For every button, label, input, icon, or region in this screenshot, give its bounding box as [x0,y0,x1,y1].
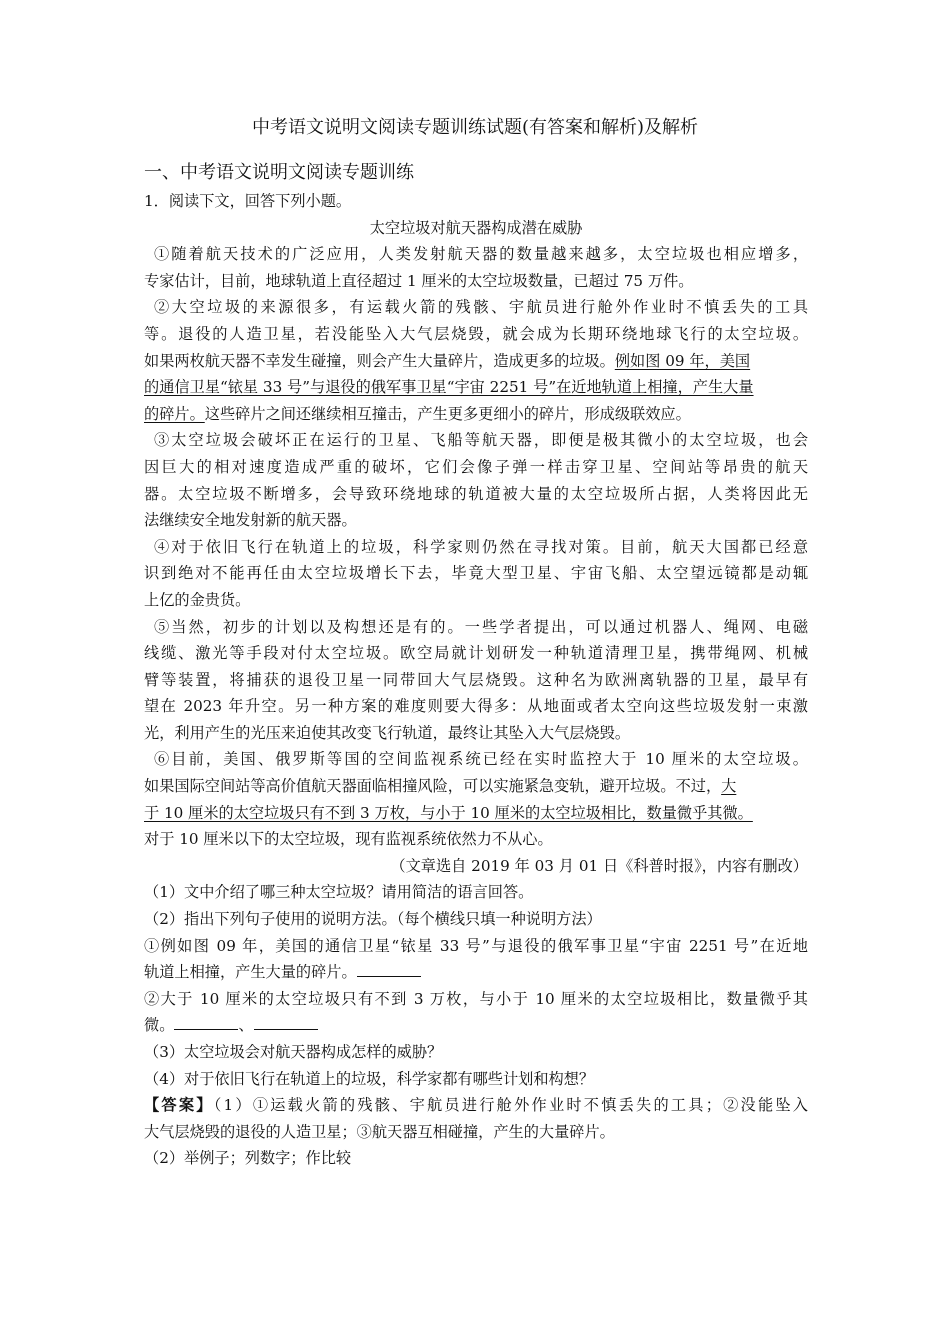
paragraph-5-line-2: 线缆、激光等手段对付太空垃圾。欧空局就计划研发一种轨道清理卫星，携带绳网、机械 [144,644,808,663]
answer-label: 【答案】 [144,1096,214,1115]
underlined-example-sentence-end: 的碎片。 [144,404,205,423]
paragraph-2-line-3-text: 如果两枚航天器不幸发生碰撞，则会产生大量碎片，造成更多的垃圾。 [144,351,615,370]
underlined-comparison-sentence-start: 大 [721,777,737,796]
paragraph-2-line-5 [144,401,808,428]
paragraph-6-line-2 [144,773,808,800]
paragraph-3-line-2: 因巨大的相对速度造成严重的破坏，它们会像子弹一样击穿卫星、空间站等昂贵的航天 [144,457,808,476]
paragraph-3-line-4: 法继续安全地发射新的航天器。 [144,511,357,530]
paragraph-1-line-1: ①随着航天技术的广泛应用，人类发射航天器的数量越来越多，太空垃圾也相应增多， [154,245,808,264]
answer-line-1 [144,1092,808,1119]
article-source: （文章选自 2019 年 03 月 01 日《科普时报》，内容有删改） [390,856,808,875]
answer-line-2: 大气层烧毁的退役的人造卫星；③航天器互相碰撞，产生的大量碎片。 [144,1122,615,1141]
paragraph-4-line-2: 识到绝对不能再任由太空垃圾增长下去，毕竟大型卫星、宇宙飞船、太空望远镜都是动辄 [144,564,808,583]
paragraph-4-line-1: ④对于依旧飞行在轨道上的垃圾，科学家则仍然在寻找对策。目前，航天大国都已经意 [154,537,808,556]
article-title: 太空垃圾对航天器构成潜在威胁 [369,218,583,237]
underlined-example-sentence-start: 例如图 09 年，美国 [614,351,751,370]
answer-blank-2a[interactable] [357,960,421,977]
paragraph-1-line-2: 专家估计，目前，地球轨道上直径超过 1 厘米的太空垃圾数量，已超过 75 万件。 [144,271,694,290]
paragraph-5-line-3: 臂等装置，将捕获的退役卫星一同带回大气层烧毁。这种名为欧洲离轨器的卫星，最早有 [144,670,808,689]
paragraph-2-line-2: 等。退役的人造卫星，若没能坠入大气层烧毁，就会成为长期环绕地球飞行的太空垃圾。 [144,324,808,343]
paragraph-5-line-1: ⑤当然，初步的计划以及构想还是有的。一些学者提出，可以通过机器人、绳网、电磁 [154,617,808,636]
document-title: 中考语文说明文阅读专题训练试题(有答案和解析)及解析 [251,117,699,138]
question-2b-line-1: ②大于 10 厘米的太空垃圾只有不到 3 万枚，与小于 10 厘米的太空垃圾相比，数量微乎其 [144,989,808,1008]
paragraph-6-line-1: ⑥目前，美国、俄罗斯等国的空间监视系统已经在实时监控大于 10 厘米的太空垃圾。 [154,750,808,769]
section-heading: 一、中考语文说明文阅读专题训练 [144,162,414,183]
underlined-example-sentence: 的通信卫星“铱星 33 号”与退役的俄军事卫星“宇宙 2251 号”在近地轨道上相撞，产生大量 [144,378,754,397]
answer-blank-2b-1[interactable] [174,1013,238,1030]
question-2a-line-1: ①例如图 09 年，美国的通信卫星“铱星 33 号”与退役的俄军事卫星“宇宙 2251 号”在近地 [144,936,808,955]
blank-separator: 、 [238,1016,254,1035]
paragraph-6-line-2-text: 如果国际空间站等高价值航天器面临相撞风险，可以实施紧急变轨，避开垃圾。不过， [144,777,722,796]
document-body [144,188,808,1172]
question-2a-line-2-text: 轨道上相撞，产生大量的碎片。 [144,963,357,982]
question-1: （1）文中介绍了哪三种太空垃圾？请用简洁的语言回答。 [144,883,534,902]
question-intro: 1．阅读下文，回答下列小题。 [144,192,352,210]
paragraph-4-line-3: 上亿的金贵货。 [144,590,251,609]
paragraph-2-line-1: ②大空垃圾的来源很多，有运载火箭的残骸、宇航员进行舱外作业时不慎丢失的工具 [154,298,808,317]
paragraph-2-line-5-text: 这些碎片之间还继续相互撞击，产生更多更细小的碎片，形成级联效应。 [204,404,691,423]
paragraph-5-line-4: 望在 2023 年升空。另一种方案的难度则要大得多：从地面或者太空向这些垃圾发射一束激 [144,697,808,716]
paragraph-3-line-3: 器。太空垃圾不断增多，会导致环绕地球的轨道被大量的太空垃圾所占据，人类将因此无 [144,484,808,503]
answer-line-1-text: （1）①运载火箭的残骸、宇航员进行舱外作业时不慎丢失的工具；②没能坠入 [213,1096,808,1115]
paragraph-2-line-3 [144,348,808,375]
answer-2: （2）举例子；列数字；作比较 [144,1149,352,1168]
question-2a-line-2 [144,959,808,986]
question-2: （2）指出下列句子使用的说明方法。（每个横线只填一种说明方法） [144,910,602,929]
question-2b-line-2-text: 微。 [144,1016,175,1035]
question-3: （3）太空垃圾会对航天器构成怎样的威胁？ [144,1043,443,1061]
paragraph-5-line-5: 光，利用产生的光压来迫使其改变飞行轨道，最终让其坠入大气层烧毁。 [144,723,630,742]
paragraph-6-line-4: 对于 10 厘米以下的太空垃圾，现有监视系统依然力不从心。 [144,830,553,849]
question-2b-line-2 [144,1012,808,1039]
underlined-comparison-sentence: 于 10 厘米的太空垃圾只有不到 3 万枚，与小于 10 厘米的太空垃圾相比，数量微乎其微。 [144,803,753,822]
question-4: （4）对于依旧飞行在轨道上的垃圾，科学家都有哪些计划和构想？ [144,1069,595,1088]
answer-blank-2b-2[interactable] [254,1013,318,1030]
paragraph-3-line-1: ③太空垃圾会破坏正在运行的卫星、飞船等航天器，即便是极其微小的太空垃圾，也会 [154,431,808,450]
